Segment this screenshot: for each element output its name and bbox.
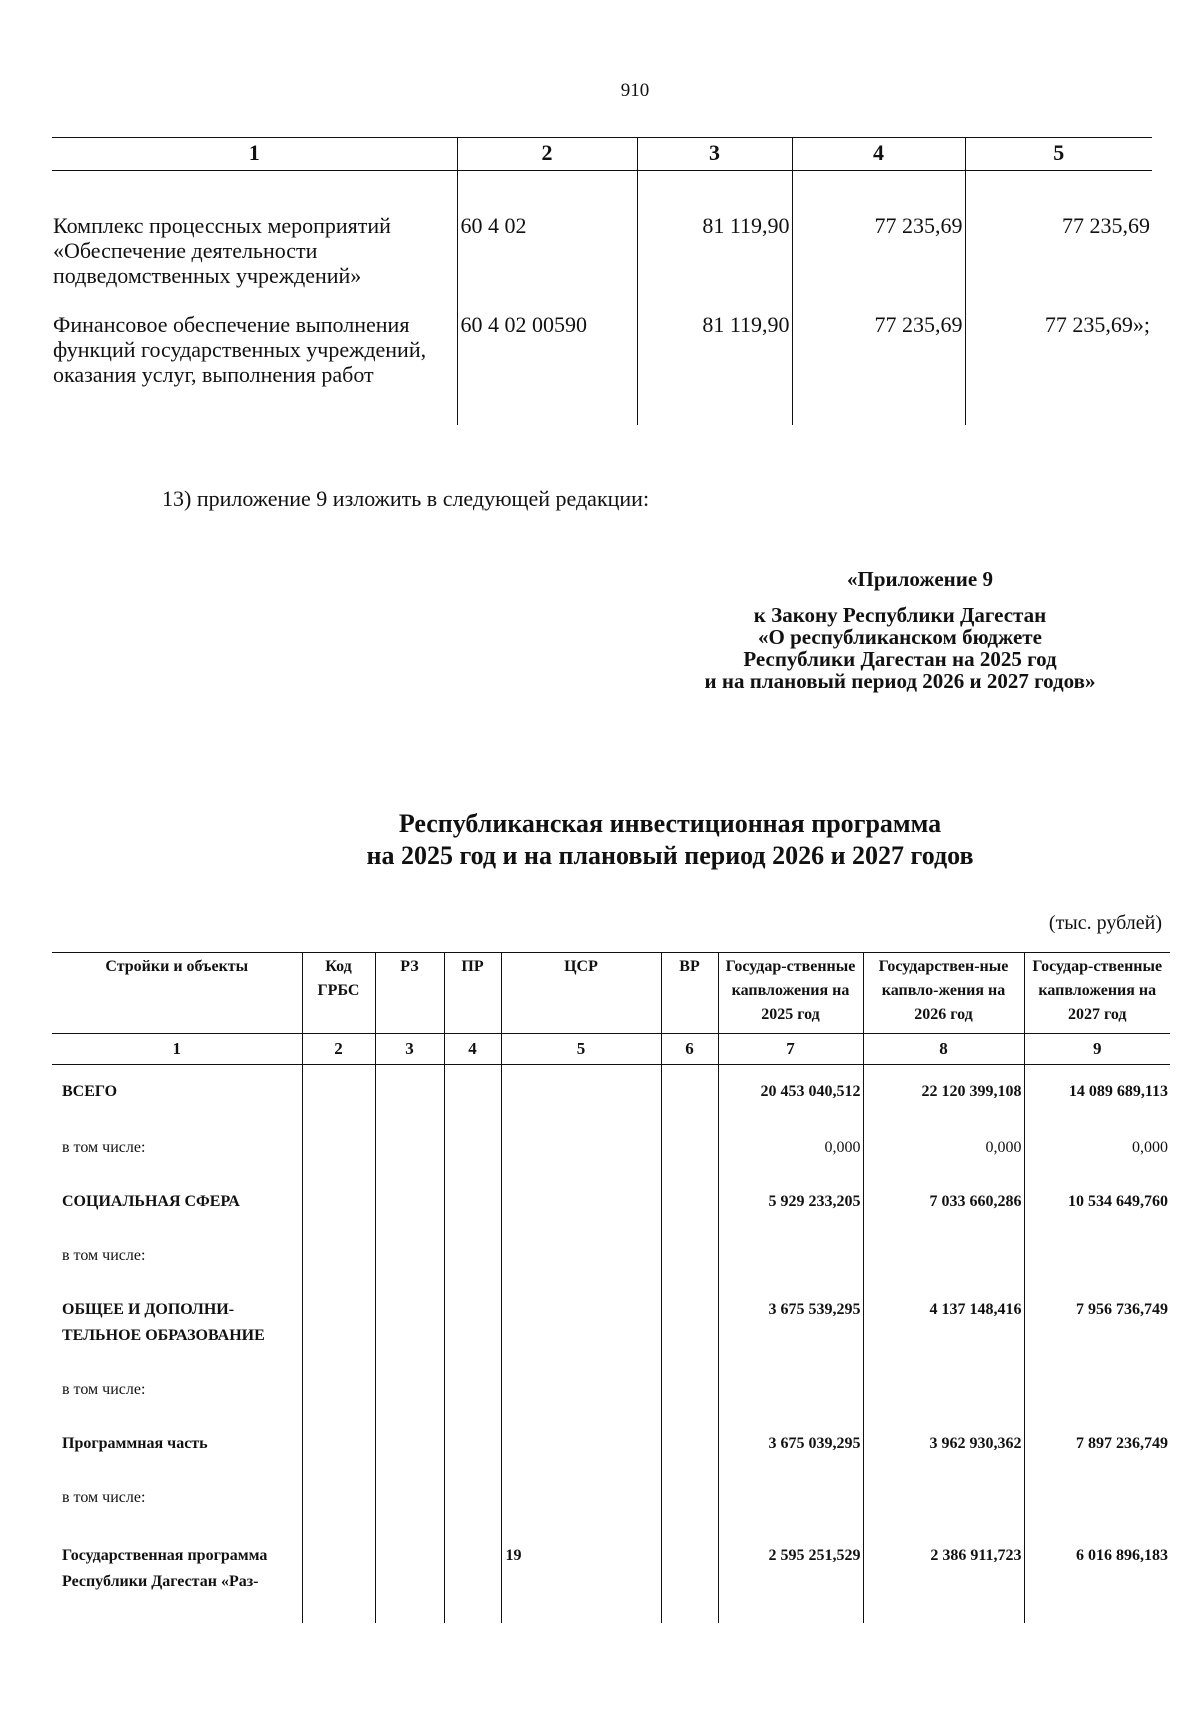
row-value-2026: 77 235,69: [792, 171, 965, 303]
investment-table-header-row: [52, 953, 1170, 1034]
row-name: в том числе:: [62, 1246, 146, 1264]
appendix-title: «Приложение 9: [847, 567, 993, 591]
row-value-2025: 81 119,90: [637, 302, 792, 425]
row-name: в том числе:: [62, 1380, 146, 1398]
row-name: Финансовое обеспечение выполнения функций государственных учреждений, оказания услуг, выполнения работ: [53, 312, 427, 387]
column-number: 7: [718, 1034, 863, 1065]
header-2025: Государ-ственные капвложения на 2025 год: [718, 953, 863, 1034]
row-value-2027: 10 534 649,760: [1024, 1171, 1170, 1225]
table-row: [52, 1467, 1170, 1521]
row-value-2027: 77 235,69: [965, 171, 1152, 303]
row-value-2026: 77 235,69: [792, 302, 965, 425]
row-value-2027: 7 956 736,749: [1024, 1279, 1170, 1359]
document-title: [0, 808, 1200, 872]
table-row: [52, 302, 1152, 425]
row-value-2027: [1024, 1359, 1170, 1413]
column-number: 5: [501, 1034, 661, 1065]
row-value-2025: 5 929 233,205: [718, 1171, 863, 1225]
row-value-2027: 77 235,69»;: [965, 302, 1152, 425]
row-value-2025: [718, 1467, 863, 1521]
row-value-2026: 0,000: [863, 1117, 1024, 1171]
appendix-line: Республики Дагестан на 2025 год: [743, 647, 1057, 671]
table-row: [52, 1279, 1170, 1359]
column-number: 6: [661, 1034, 718, 1065]
row-csr: [501, 1065, 661, 1117]
table-row: [52, 1359, 1170, 1413]
row-name: в том числе:: [62, 1488, 146, 1506]
row-value-2027: [1024, 1225, 1170, 1279]
top-table: [52, 137, 1152, 425]
row-value-2027: 14 089 689,113: [1024, 1065, 1170, 1117]
row-csr: [501, 1225, 661, 1279]
column-number: 2: [302, 1034, 375, 1065]
row-value-2025: 3 675 539,295: [718, 1279, 863, 1359]
row-code: 60 4 02: [457, 171, 637, 303]
top-table-header: 2: [457, 138, 637, 171]
row-code: 60 4 02 00590: [457, 302, 637, 425]
row-value-2026: 4 137 148,416: [863, 1279, 1024, 1359]
row-csr: [501, 1279, 661, 1359]
header-objects: Стройки и объекты: [52, 953, 302, 1034]
row-csr: [501, 1467, 661, 1521]
row-value-2026: 22 120 399,108: [863, 1065, 1024, 1117]
appendix-line: к Закону Республики Дагестан: [753, 603, 1047, 627]
row-value-2025: [718, 1359, 863, 1413]
top-table-header-row: [52, 138, 1152, 171]
header-rz: РЗ: [375, 953, 444, 1034]
top-table-header: 3: [637, 138, 792, 171]
appendix-line: «О республиканском бюджете: [758, 625, 1042, 649]
row-value-2025: 81 119,90: [637, 171, 792, 303]
table-row: [52, 171, 1152, 303]
row-value-2027: 7 897 236,749: [1024, 1413, 1170, 1467]
row-value-2026: [863, 1467, 1024, 1521]
table-row: [52, 1225, 1170, 1279]
column-number: 3: [375, 1034, 444, 1065]
row-value-2025: 0,000: [718, 1117, 863, 1171]
row-value-2027: 6 016 896,183: [1024, 1521, 1170, 1623]
page-number: 910: [620, 80, 650, 101]
appendix-line: и на плановый период 2026 и 2027 годов»: [704, 669, 1096, 693]
header-grbs: Код ГРБС: [302, 953, 375, 1034]
row-value-2027: [1024, 1467, 1170, 1521]
top-table-header: 1: [52, 138, 457, 171]
header-csr: ЦСР: [501, 953, 661, 1034]
column-numbers-row: [52, 1034, 1170, 1065]
row-value-2026: 2 386 911,723: [863, 1521, 1024, 1623]
row-value-2025: [718, 1225, 863, 1279]
document-title-line: на 2025 год и на плановый период 2026 и 2027 годов: [366, 841, 974, 870]
column-number: 8: [863, 1034, 1024, 1065]
top-table-header: 5: [965, 138, 1152, 171]
instruction-text: 13) приложение 9 изложить в следующей редакции:: [162, 486, 650, 511]
appendix-block: [560, 568, 1200, 692]
row-value-2026: 7 033 660,286: [863, 1171, 1024, 1225]
top-table-header: 4: [792, 138, 965, 171]
header-vr: ВР: [661, 953, 718, 1034]
header-2027: Государ-ственные капвложения на 2027 год: [1024, 953, 1170, 1034]
table-row: [52, 1521, 1170, 1623]
row-value-2026: 3 962 930,362: [863, 1413, 1024, 1467]
header-pr: ПР: [444, 953, 501, 1034]
row-name: в том числе:: [62, 1138, 146, 1156]
row-value-2025: 3 675 039,295: [718, 1413, 863, 1467]
table-row: [52, 1413, 1170, 1467]
table-row: [52, 1117, 1170, 1171]
row-name: СОЦИАЛЬНАЯ СФЕРА: [62, 1192, 240, 1210]
row-value-2026: [863, 1225, 1024, 1279]
header-2026: Государствен-ные капвло-жения на 2026 год: [863, 953, 1024, 1034]
column-number: 1: [52, 1034, 302, 1065]
row-name: ВСЕГО: [62, 1083, 118, 1100]
row-csr: [501, 1359, 661, 1413]
document-title-line: Республиканская инвестиционная программа: [398, 809, 942, 838]
column-number: 9: [1024, 1034, 1170, 1065]
row-name: ОБЩЕЕ И ДОПОЛНИ-ТЕЛЬНОЕ ОБРАЗОВАНИЕ: [62, 1300, 265, 1344]
row-csr: 19: [501, 1521, 661, 1623]
row-csr: [501, 1117, 661, 1171]
table-row: [52, 1065, 1170, 1117]
column-number: 4: [444, 1034, 501, 1065]
row-name: Комплекс процессных мероприятий «Обеспечение деятельности подведомственных учреждений»: [53, 213, 391, 288]
row-csr: [501, 1413, 661, 1467]
row-csr: [501, 1171, 661, 1225]
table-row: [52, 1171, 1170, 1225]
row-name: Программная часть: [62, 1434, 208, 1452]
row-value-2027: 0,000: [1024, 1117, 1170, 1171]
investment-table: [52, 952, 1170, 1623]
units-label: (тыс. рублей): [1048, 912, 1162, 934]
row-value-2025: 20 453 040,512: [718, 1065, 863, 1117]
row-value-2025: 2 595 251,529: [718, 1521, 863, 1623]
row-name: Государственная программа Республики Дагестан «Раз-: [62, 1546, 268, 1590]
row-value-2026: [863, 1359, 1024, 1413]
